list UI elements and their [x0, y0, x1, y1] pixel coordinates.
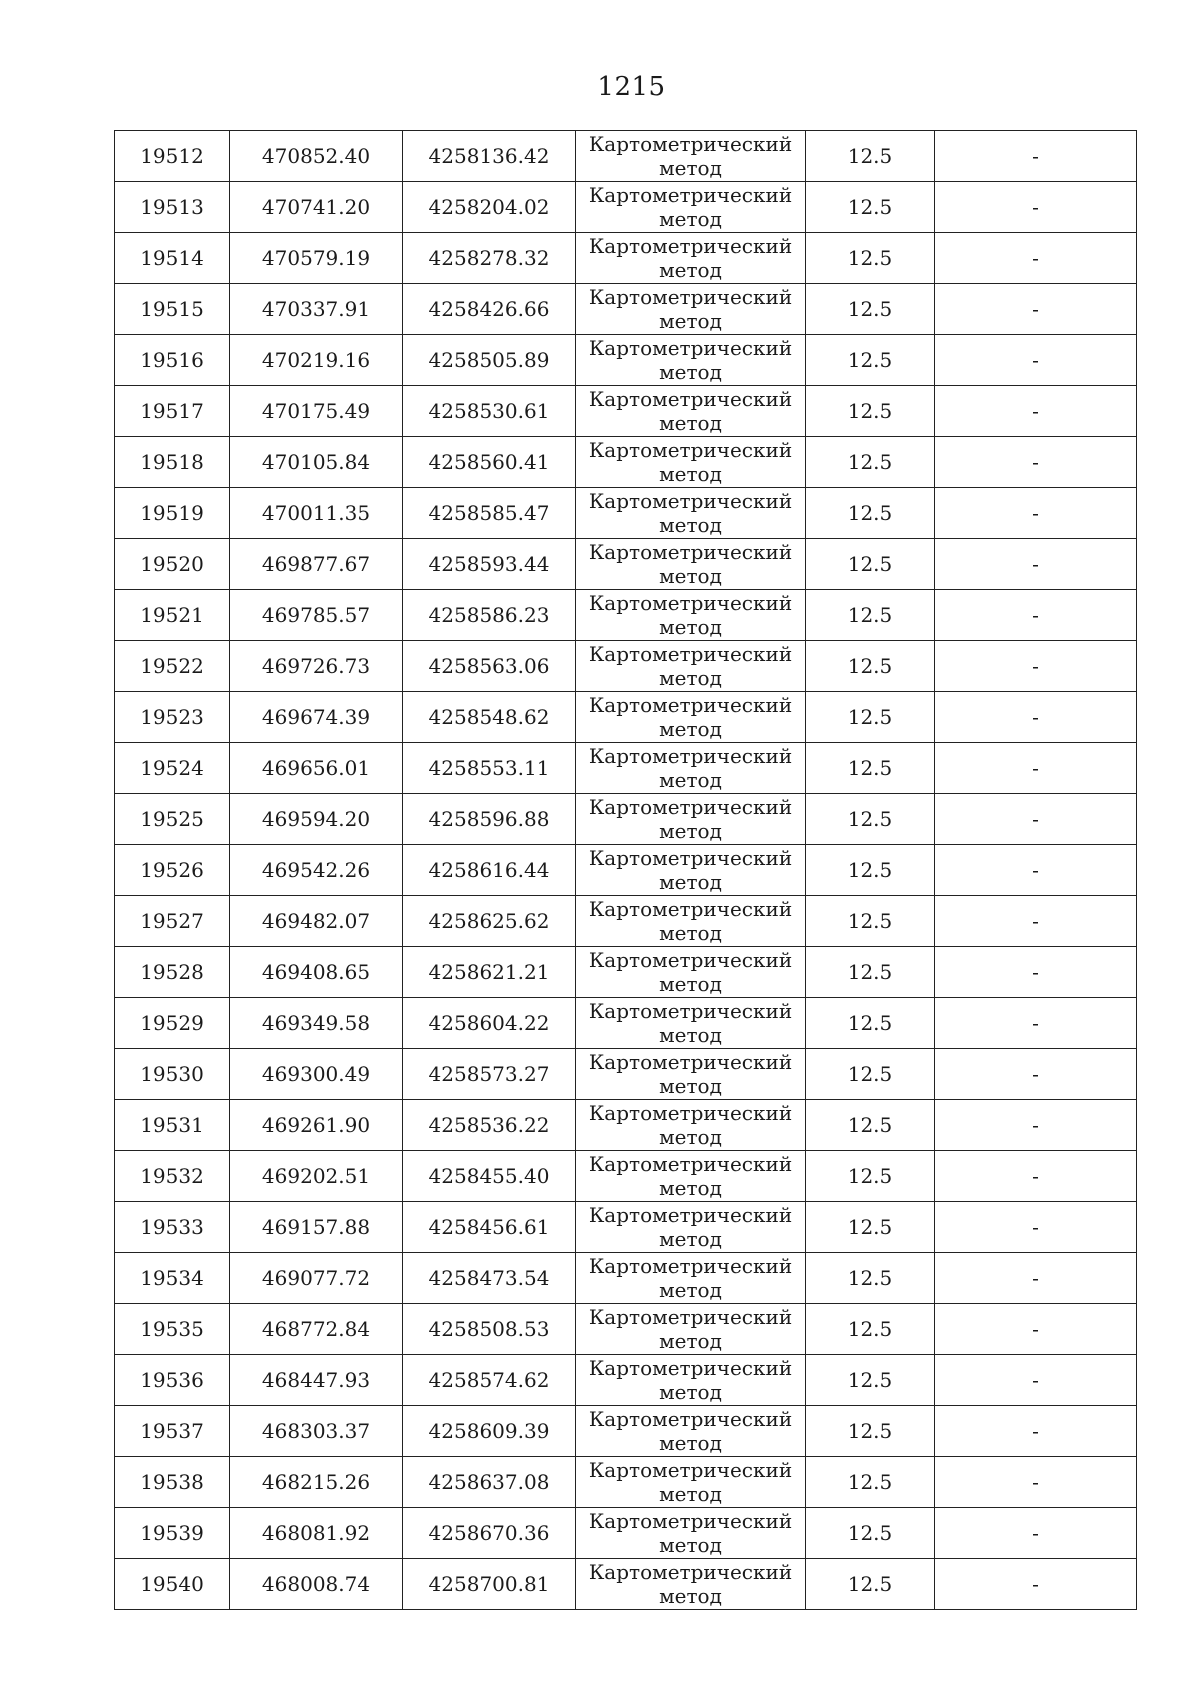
- point-id-cell: 19525: [115, 794, 230, 845]
- method-cell: [576, 743, 806, 794]
- y-coordinate-cell: 4258204.02: [403, 182, 576, 233]
- method-line-2: метод: [659, 666, 722, 690]
- method-line-2: метод: [659, 717, 722, 741]
- method-line-1: Картометрический: [588, 438, 793, 462]
- note-cell: -: [935, 1049, 1137, 1100]
- method-line-2: метод: [659, 309, 722, 333]
- table-row: [115, 1304, 1137, 1355]
- y-coordinate-cell: 4258508.53: [403, 1304, 576, 1355]
- method-cell: [576, 1559, 806, 1610]
- method-cell: [576, 998, 806, 1049]
- method-cell: [576, 233, 806, 284]
- method-cell: [576, 1457, 806, 1508]
- x-coordinate-cell: 468772.84: [230, 1304, 403, 1355]
- table-row: [115, 1355, 1137, 1406]
- note-cell: -: [935, 1559, 1137, 1610]
- method-line-1: Картометрический: [588, 540, 793, 564]
- table-row: [115, 692, 1137, 743]
- note-cell: -: [935, 998, 1137, 1049]
- precision-cell: 12.5: [806, 386, 935, 437]
- method-line-2: метод: [659, 1431, 722, 1455]
- table-row: [115, 1100, 1137, 1151]
- y-coordinate-cell: 4258609.39: [403, 1406, 576, 1457]
- point-id-cell: 19526: [115, 845, 230, 896]
- method-line-1: Картометрический: [588, 795, 793, 819]
- precision-cell: 12.5: [806, 998, 935, 1049]
- method-line-1: Картометрический: [588, 1254, 793, 1278]
- note-cell: -: [935, 692, 1137, 743]
- table-row: [115, 488, 1137, 539]
- x-coordinate-cell: 469594.20: [230, 794, 403, 845]
- method-line-2: метод: [659, 870, 722, 894]
- note-cell: -: [935, 1355, 1137, 1406]
- y-coordinate-cell: 4258278.32: [403, 233, 576, 284]
- method-line-2: метод: [659, 972, 722, 996]
- method-line-1: Картометрический: [588, 489, 793, 513]
- table-row: [115, 1202, 1137, 1253]
- point-id-cell: 19516: [115, 335, 230, 386]
- x-coordinate-cell: 468447.93: [230, 1355, 403, 1406]
- table-row: [115, 182, 1137, 233]
- y-coordinate-cell: 4258604.22: [403, 998, 576, 1049]
- note-cell: -: [935, 1508, 1137, 1559]
- x-coordinate-cell: 469542.26: [230, 845, 403, 896]
- method-line-2: метод: [659, 1074, 722, 1098]
- y-coordinate-cell: 4258616.44: [403, 845, 576, 896]
- method-line-1: Картометрический: [588, 1101, 793, 1125]
- method-line-1: Картометрический: [588, 1458, 793, 1482]
- table-row: [115, 284, 1137, 335]
- note-cell: -: [935, 947, 1137, 998]
- method-line-1: Картометрический: [588, 1152, 793, 1176]
- point-id-cell: 19539: [115, 1508, 230, 1559]
- x-coordinate-cell: 469300.49: [230, 1049, 403, 1100]
- table-row: [115, 539, 1137, 590]
- y-coordinate-cell: 4258530.61: [403, 386, 576, 437]
- method-cell: [576, 947, 806, 998]
- method-line-1: Картометрический: [588, 387, 793, 411]
- x-coordinate-cell: 470175.49: [230, 386, 403, 437]
- table-row: [115, 896, 1137, 947]
- precision-cell: 12.5: [806, 1559, 935, 1610]
- y-coordinate-cell: 4258548.62: [403, 692, 576, 743]
- point-id-cell: 19523: [115, 692, 230, 743]
- method-line-1: Картометрический: [588, 948, 793, 972]
- point-id-cell: 19519: [115, 488, 230, 539]
- method-cell: [576, 1151, 806, 1202]
- table-row: [115, 335, 1137, 386]
- x-coordinate-cell: 470219.16: [230, 335, 403, 386]
- method-cell: [576, 488, 806, 539]
- precision-cell: 12.5: [806, 845, 935, 896]
- note-cell: -: [935, 1202, 1137, 1253]
- note-cell: -: [935, 590, 1137, 641]
- point-id-cell: 19522: [115, 641, 230, 692]
- method-line-2: метод: [659, 513, 722, 537]
- method-line-2: метод: [659, 360, 722, 384]
- precision-cell: 12.5: [806, 947, 935, 998]
- x-coordinate-cell: 470011.35: [230, 488, 403, 539]
- method-cell: [576, 131, 806, 182]
- point-id-cell: 19528: [115, 947, 230, 998]
- method-line-2: метод: [659, 1227, 722, 1251]
- precision-cell: 12.5: [806, 1508, 935, 1559]
- precision-cell: 12.5: [806, 1304, 935, 1355]
- note-cell: -: [935, 437, 1137, 488]
- precision-cell: 12.5: [806, 692, 935, 743]
- table-row: [115, 386, 1137, 437]
- x-coordinate-cell: 470852.40: [230, 131, 403, 182]
- x-coordinate-cell: 469674.39: [230, 692, 403, 743]
- y-coordinate-cell: 4258593.44: [403, 539, 576, 590]
- method-line-2: метод: [659, 1482, 722, 1506]
- y-coordinate-cell: 4258553.11: [403, 743, 576, 794]
- table-row: [115, 794, 1137, 845]
- note-cell: -: [935, 386, 1137, 437]
- y-coordinate-cell: 4258670.36: [403, 1508, 576, 1559]
- y-coordinate-cell: 4258700.81: [403, 1559, 576, 1610]
- x-coordinate-cell: 468215.26: [230, 1457, 403, 1508]
- precision-cell: 12.5: [806, 1253, 935, 1304]
- y-coordinate-cell: 4258426.66: [403, 284, 576, 335]
- table-row: [115, 1406, 1137, 1457]
- precision-cell: 12.5: [806, 896, 935, 947]
- method-cell: [576, 1508, 806, 1559]
- y-coordinate-cell: 4258505.89: [403, 335, 576, 386]
- method-line-2: метод: [659, 819, 722, 843]
- y-coordinate-cell: 4258586.23: [403, 590, 576, 641]
- precision-cell: 12.5: [806, 437, 935, 488]
- note-cell: -: [935, 182, 1137, 233]
- table-row: [115, 1151, 1137, 1202]
- y-coordinate-cell: 4258456.61: [403, 1202, 576, 1253]
- method-line-2: метод: [659, 207, 722, 231]
- y-coordinate-cell: 4258585.47: [403, 488, 576, 539]
- note-cell: -: [935, 1304, 1137, 1355]
- method-line-1: Картометрический: [588, 1305, 793, 1329]
- method-line-1: Картометрический: [588, 1356, 793, 1380]
- method-line-2: метод: [659, 462, 722, 486]
- table-body: [115, 131, 1137, 1610]
- note-cell: -: [935, 1151, 1137, 1202]
- note-cell: -: [935, 845, 1137, 896]
- note-cell: -: [935, 1457, 1137, 1508]
- precision-cell: 12.5: [806, 335, 935, 386]
- x-coordinate-cell: 470337.91: [230, 284, 403, 335]
- method-line-1: Картометрический: [588, 693, 793, 717]
- method-line-1: Картометрический: [588, 336, 793, 360]
- y-coordinate-cell: 4258596.88: [403, 794, 576, 845]
- table-row: [115, 131, 1137, 182]
- note-cell: -: [935, 488, 1137, 539]
- point-id-cell: 19533: [115, 1202, 230, 1253]
- x-coordinate-cell: 469482.07: [230, 896, 403, 947]
- note-cell: -: [935, 743, 1137, 794]
- note-cell: -: [935, 1406, 1137, 1457]
- method-cell: [576, 284, 806, 335]
- point-id-cell: 19529: [115, 998, 230, 1049]
- method-cell: [576, 1253, 806, 1304]
- method-cell: [576, 335, 806, 386]
- x-coordinate-cell: 469408.65: [230, 947, 403, 998]
- method-line-2: метод: [659, 564, 722, 588]
- note-cell: -: [935, 1253, 1137, 1304]
- method-cell: [576, 1100, 806, 1151]
- table-row: [115, 743, 1137, 794]
- method-line-2: метод: [659, 156, 722, 180]
- method-line-1: Картометрический: [588, 1407, 793, 1431]
- precision-cell: 12.5: [806, 794, 935, 845]
- y-coordinate-cell: 4258574.62: [403, 1355, 576, 1406]
- method-line-2: метод: [659, 1584, 722, 1608]
- precision-cell: 12.5: [806, 488, 935, 539]
- method-cell: [576, 1304, 806, 1355]
- method-line-2: метод: [659, 768, 722, 792]
- method-line-2: метод: [659, 258, 722, 282]
- point-id-cell: 19537: [115, 1406, 230, 1457]
- note-cell: -: [935, 1100, 1137, 1151]
- method-line-2: метод: [659, 1125, 722, 1149]
- x-coordinate-cell: 469785.57: [230, 590, 403, 641]
- method-line-2: метод: [659, 1278, 722, 1302]
- note-cell: -: [935, 794, 1137, 845]
- method-line-2: метод: [659, 1533, 722, 1557]
- precision-cell: 12.5: [806, 641, 935, 692]
- precision-cell: 12.5: [806, 1355, 935, 1406]
- x-coordinate-cell: 468081.92: [230, 1508, 403, 1559]
- table-row: [115, 437, 1137, 488]
- precision-cell: 12.5: [806, 284, 935, 335]
- method-line-1: Картометрический: [588, 999, 793, 1023]
- method-line-1: Картометрический: [588, 132, 793, 156]
- precision-cell: 12.5: [806, 1049, 935, 1100]
- y-coordinate-cell: 4258560.41: [403, 437, 576, 488]
- precision-cell: 12.5: [806, 743, 935, 794]
- table-row: [115, 998, 1137, 1049]
- y-coordinate-cell: 4258573.27: [403, 1049, 576, 1100]
- method-cell: [576, 1202, 806, 1253]
- coordinates-table: [114, 130, 1137, 1610]
- note-cell: -: [935, 233, 1137, 284]
- precision-cell: 12.5: [806, 1202, 935, 1253]
- method-line-1: Картометрический: [588, 897, 793, 921]
- method-cell: [576, 539, 806, 590]
- point-id-cell: 19538: [115, 1457, 230, 1508]
- method-line-1: Картометрический: [588, 1560, 793, 1584]
- x-coordinate-cell: 469261.90: [230, 1100, 403, 1151]
- note-cell: -: [935, 896, 1137, 947]
- method-cell: [576, 1049, 806, 1100]
- method-line-1: Картометрический: [588, 1050, 793, 1074]
- point-id-cell: 19534: [115, 1253, 230, 1304]
- method-cell: [576, 590, 806, 641]
- method-cell: [576, 692, 806, 743]
- method-cell: [576, 794, 806, 845]
- table-row: [115, 1049, 1137, 1100]
- x-coordinate-cell: 470105.84: [230, 437, 403, 488]
- method-line-1: Картометрический: [588, 285, 793, 309]
- method-line-1: Картометрический: [588, 234, 793, 258]
- precision-cell: 12.5: [806, 1457, 935, 1508]
- point-id-cell: 19515: [115, 284, 230, 335]
- point-id-cell: 19517: [115, 386, 230, 437]
- note-cell: -: [935, 539, 1137, 590]
- method-cell: [576, 386, 806, 437]
- table-row: [115, 1253, 1137, 1304]
- table-row: [115, 1457, 1137, 1508]
- point-id-cell: 19520: [115, 539, 230, 590]
- note-cell: -: [935, 641, 1137, 692]
- note-cell: -: [935, 131, 1137, 182]
- method-line-1: Картометрический: [588, 846, 793, 870]
- x-coordinate-cell: 469157.88: [230, 1202, 403, 1253]
- x-coordinate-cell: 470741.20: [230, 182, 403, 233]
- point-id-cell: 19530: [115, 1049, 230, 1100]
- x-coordinate-cell: 469077.72: [230, 1253, 403, 1304]
- x-coordinate-cell: 470579.19: [230, 233, 403, 284]
- method-line-1: Картометрический: [588, 744, 793, 768]
- method-line-1: Картометрический: [588, 591, 793, 615]
- point-id-cell: 19513: [115, 182, 230, 233]
- y-coordinate-cell: 4258455.40: [403, 1151, 576, 1202]
- point-id-cell: 19536: [115, 1355, 230, 1406]
- point-id-cell: 19540: [115, 1559, 230, 1610]
- precision-cell: 12.5: [806, 131, 935, 182]
- point-id-cell: 19518: [115, 437, 230, 488]
- x-coordinate-cell: 469349.58: [230, 998, 403, 1049]
- x-coordinate-cell: 469656.01: [230, 743, 403, 794]
- x-coordinate-cell: 469877.67: [230, 539, 403, 590]
- point-id-cell: 19512: [115, 131, 230, 182]
- method-line-2: метод: [659, 615, 722, 639]
- point-id-cell: 19531: [115, 1100, 230, 1151]
- method-line-1: Картометрический: [588, 1203, 793, 1227]
- method-line-2: метод: [659, 1380, 722, 1404]
- point-id-cell: 19514: [115, 233, 230, 284]
- point-id-cell: 19532: [115, 1151, 230, 1202]
- table-row: [115, 590, 1137, 641]
- table-row: [115, 845, 1137, 896]
- x-coordinate-cell: 469202.51: [230, 1151, 403, 1202]
- note-cell: -: [935, 335, 1137, 386]
- method-cell: [576, 1406, 806, 1457]
- x-coordinate-cell: 469726.73: [230, 641, 403, 692]
- method-line-2: метод: [659, 1023, 722, 1047]
- table-row: [115, 1559, 1137, 1610]
- method-line-1: Картометрический: [588, 642, 793, 666]
- page-number: 1215: [597, 72, 666, 102]
- table-row: [115, 233, 1137, 284]
- point-id-cell: 19527: [115, 896, 230, 947]
- method-line-1: Картометрический: [588, 1509, 793, 1533]
- method-cell: [576, 641, 806, 692]
- table-row: [115, 947, 1137, 998]
- precision-cell: 12.5: [806, 182, 935, 233]
- precision-cell: 12.5: [806, 590, 935, 641]
- method-cell: [576, 437, 806, 488]
- table-row: [115, 1508, 1137, 1559]
- precision-cell: 12.5: [806, 1151, 935, 1202]
- method-cell: [576, 896, 806, 947]
- y-coordinate-cell: 4258625.62: [403, 896, 576, 947]
- method-cell: [576, 845, 806, 896]
- method-cell: [576, 1355, 806, 1406]
- method-line-2: метод: [659, 411, 722, 435]
- precision-cell: 12.5: [806, 539, 935, 590]
- precision-cell: 12.5: [806, 233, 935, 284]
- method-cell: [576, 182, 806, 233]
- table-row: [115, 641, 1137, 692]
- precision-cell: 12.5: [806, 1100, 935, 1151]
- point-id-cell: 19521: [115, 590, 230, 641]
- method-line-1: Картометрический: [588, 183, 793, 207]
- method-line-2: метод: [659, 1176, 722, 1200]
- y-coordinate-cell: 4258637.08: [403, 1457, 576, 1508]
- method-line-2: метод: [659, 1329, 722, 1353]
- point-id-cell: 19535: [115, 1304, 230, 1355]
- method-line-2: метод: [659, 921, 722, 945]
- point-id-cell: 19524: [115, 743, 230, 794]
- note-cell: -: [935, 284, 1137, 335]
- y-coordinate-cell: 4258563.06: [403, 641, 576, 692]
- precision-cell: 12.5: [806, 1406, 935, 1457]
- y-coordinate-cell: 4258136.42: [403, 131, 576, 182]
- x-coordinate-cell: 468303.37: [230, 1406, 403, 1457]
- y-coordinate-cell: 4258621.21: [403, 947, 576, 998]
- x-coordinate-cell: 468008.74: [230, 1559, 403, 1610]
- y-coordinate-cell: 4258473.54: [403, 1253, 576, 1304]
- y-coordinate-cell: 4258536.22: [403, 1100, 576, 1151]
